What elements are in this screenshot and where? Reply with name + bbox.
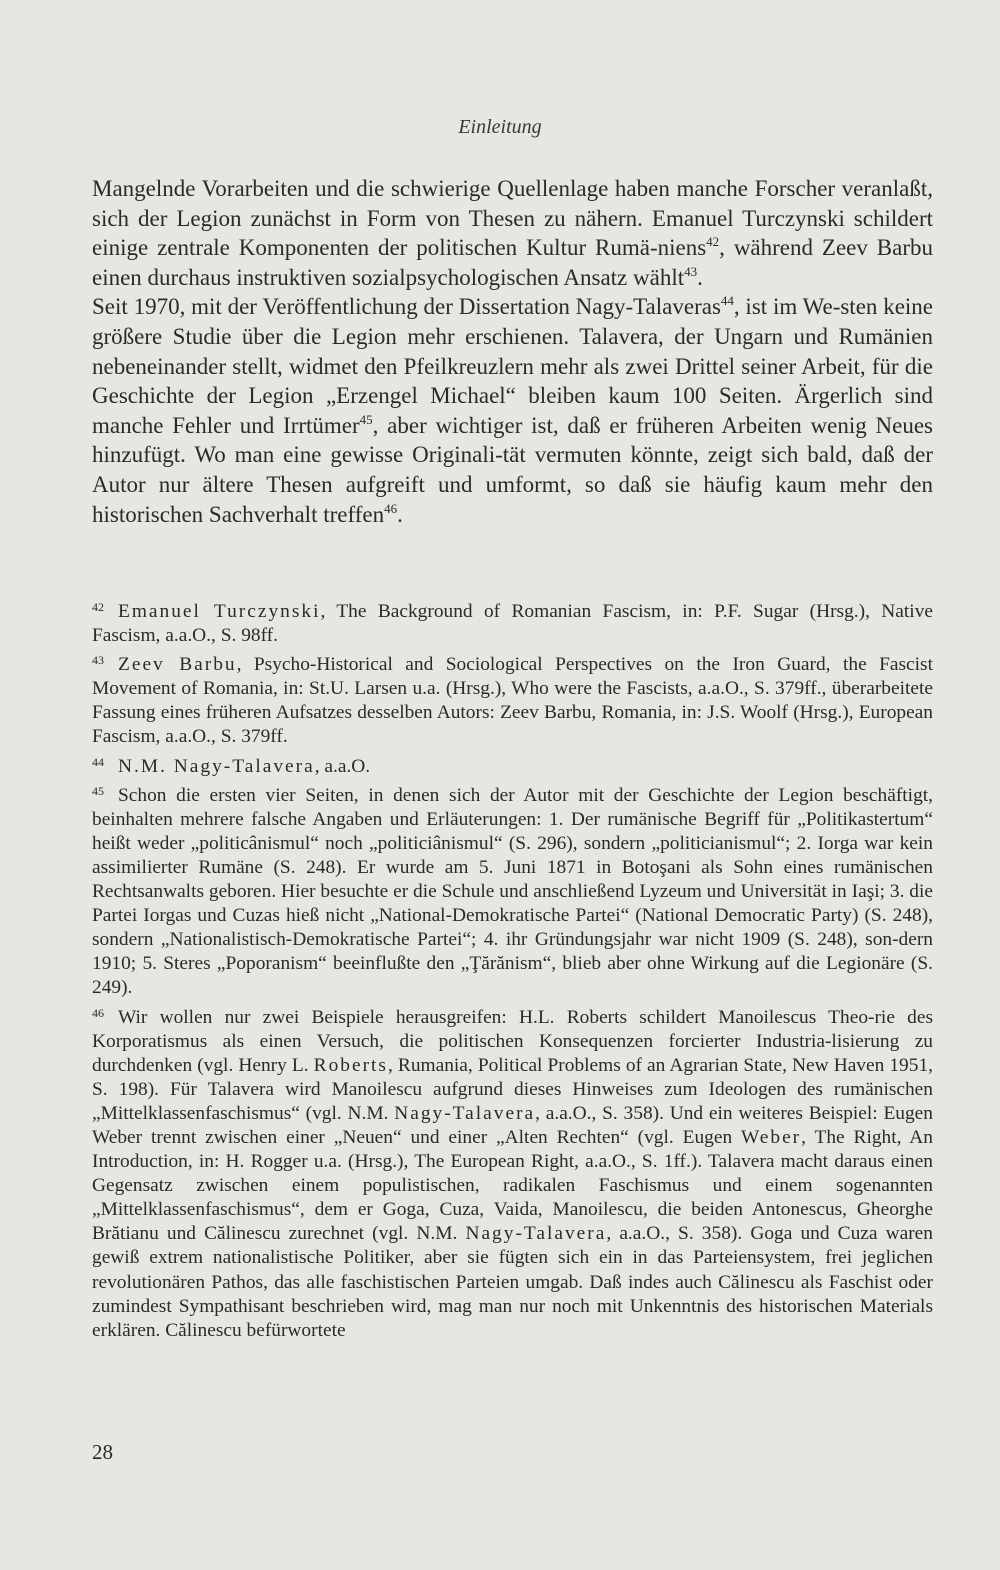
- text-run: Seit 1970, mit der Veröffentlichung der Dissertation Nagy-Talaveras: [92, 294, 721, 320]
- footnote-number: 44: [92, 754, 104, 769]
- footnote-text: , The Background of Romanian Fascism, in: P.F. Sugar (Hrsg.), Native Fascism, a.a.O., S. 98ff.: [92, 601, 933, 647]
- footnote-ref-43[interactable]: 43: [684, 263, 698, 279]
- text-run: , aber wichtiger ist, daß er früheren Arbeiten wenig Neues hinzufügt. Wo man eine gewisse Originali-tät vermuten könnte, zeigt sich bald, daß der Autor nur ältere Thesen aufgreift und umformt, so daß sie häufig kaum mehr den historischen Sachverhalt treffen: [92, 412, 933, 527]
- footnote-44: [92, 750, 933, 779]
- footnote-author: Nagy-Talavera: [465, 1223, 607, 1245]
- footnote-text: , a.a.O.: [314, 755, 371, 777]
- main-text: [92, 174, 933, 529]
- footnote-author: Zeev Barbu: [118, 654, 237, 676]
- footnote-text: , The Right, An Introduction, in: H. Rogger u.a. (Hrsg.), The European Right, a.a.O., S. 1ff.). Talavera macht daraus einen Gegensatz zwischen einem populistischen, radikalen Faschismus und einem sogenannten „Mittelklassenfaschismus“, dem er Goga, Cuza, Vaida, Manoilescu, die beiden Antonescus, Gheorghe Brătianu und Călinescu zurechnet (vgl. N.M.: [92, 1126, 933, 1245]
- footnote-text: Schon die ersten vier Seiten, in denen sich der Autor mit der Geschichte der Legion beschäftigt, beinhalten mehrere falsche Angaben und Erläuterungen: 1. Der rumänische Begriff für „Politikastertum“ heißt weder „politicânismul“ noch „politiciânismul“ (S. 296), sondern „politicianismul“; 2. Iorga war kein assimilierter Rumäne (S. 248). Er wurde am 5. Juni 1871 in Botoşani als Sohn eines rumänischen Rechtsanwalts geboren. Hier besuchte er die Schule und anschließend Lyzeum und Universität in Iaşi; 3. die Partei Iorgas und Cuzas hieß nicht „National-Demokratische Partei“ (National Democratic Party) (S. 248), sondern „Nationalistisch-Demokratische Partei“; 4. ihr Gründungsjahr war nicht 1909 (S. 248), son-dern 1910; 5. Steres „Poporanism“ beeinflußte den „Ţărănism“, blieb aber ohne Wirkung auf die Legionäre (S. 249).: [92, 784, 933, 999]
- footnote-text: , a.a.O., S. 358). Und ein weiteres Beispiel: Eugen Weber trennt zwischen einer „Neuen“ und einer „Alten Rechten“ (vgl. Eugen: [92, 1102, 933, 1148]
- footnote-author: N.M. Nagy-Talavera: [118, 755, 315, 777]
- footnotes: [92, 595, 933, 1343]
- page-number: 28: [92, 1440, 113, 1464]
- footnote-number: 42: [92, 600, 104, 614]
- footnote-ref-42[interactable]: 42: [706, 234, 720, 250]
- footnote-author: Roberts: [313, 1054, 388, 1076]
- footnote-ref-46[interactable]: 46: [384, 500, 398, 516]
- running-head: Einleitung: [458, 116, 542, 138]
- text-run: .: [697, 264, 703, 290]
- footnote-43: [92, 648, 933, 749]
- footnote-author: Nagy-Talavera: [394, 1102, 536, 1124]
- footnote-text: , Psycho-Historical and Sociological Perspectives on the Iron Guard, the Fascist Movement of Romania, in: St.U. Larsen u.a. (Hrsg.), Who were the Fascists, a.a.O., S. 379ff., überarbeitete Fassung eines früheren Aufsatzes desselben Autors: Zeev Barbu, Romania, in: J.S. Woolf (Hrsg.), European Fascism, a.a.O., S. 379ff.: [92, 654, 933, 748]
- footnote-text: , Rumania, Political Problems of an Agrarian State, New Haven 1951, S. 198). Für Talavera wird Manoilescu aufgrund dieses Hinweises zum Ideologen des rumänischen „Mittelklassenfaschismus“ (vgl. N.M.: [92, 1054, 933, 1124]
- text-run: , während Zeev Barbu einen durchaus instruktiven sozialpsychologischen Ansatz wählt: [92, 235, 933, 290]
- text-run: Mangelnde Vorarbeiten und die schwierige Quellenlage haben manche Forscher veranlaßt, sich der Legion zunächst in Form von Thesen zu nähern. Emanuel Turczynski schildert einige zentrale Komponenten der politischen Kultur Rumä-niens: [92, 176, 933, 261]
- footnote-text: , a.a.O., S. 358). Goga und Cuza waren gewiß extrem nationalistische Politiker, aber sie fügten sich ein in das Parteiensystem, frei jeglichen revolutionären Pathos, das alle faschistischen Parteien umgab. Daß indes auch Călinescu als Faschist oder zumindest Sympathisant beschrieben wird, mag man nur noch mit Unkenntnis des historischen Materials erklären. Călinescu befürwortete: [92, 1223, 933, 1341]
- footnote-ref-45[interactable]: 45: [359, 411, 373, 427]
- paragraph-2: [92, 292, 933, 529]
- footnote-author: Weber: [741, 1126, 802, 1148]
- footnote-number: 46: [92, 1005, 104, 1020]
- footnote-text: Wir wollen nur zwei Beispiele herausgreifen: H.L. Roberts schildert Manoilescus Theo-rie des Korporatismus als einen Versuch, die politischen Konsequenzen forcierter Industria-lisierung zu durchdenken (vgl. Henry L.: [92, 1006, 933, 1076]
- footnote-46: [92, 1001, 933, 1343]
- text-run: .: [397, 501, 403, 527]
- footnote-ref-44[interactable]: 44: [720, 293, 734, 309]
- text-run: , ist im We-sten keine größere Studie über die Legion mehr erschienen. Talavera, der Ungarn und Rumänien nebeneinander stellt, widmet den Pfeilkreuzlern mehr als zwei Drittel seiner Arbeit, für die Geschichte der Legion „Erzengel Michael“ bleiben kaum 100 Seiten. Ärgerlich sind manche Fehler und Irrtümer: [92, 294, 933, 438]
- footnote-author: Emanuel Turczynski: [118, 601, 321, 622]
- footnote-42: [92, 595, 933, 648]
- footnote-number: 45: [92, 783, 104, 798]
- footnote-45: [92, 779, 933, 1001]
- footnote-number: 43: [92, 653, 104, 668]
- paragraph-1: [92, 174, 933, 292]
